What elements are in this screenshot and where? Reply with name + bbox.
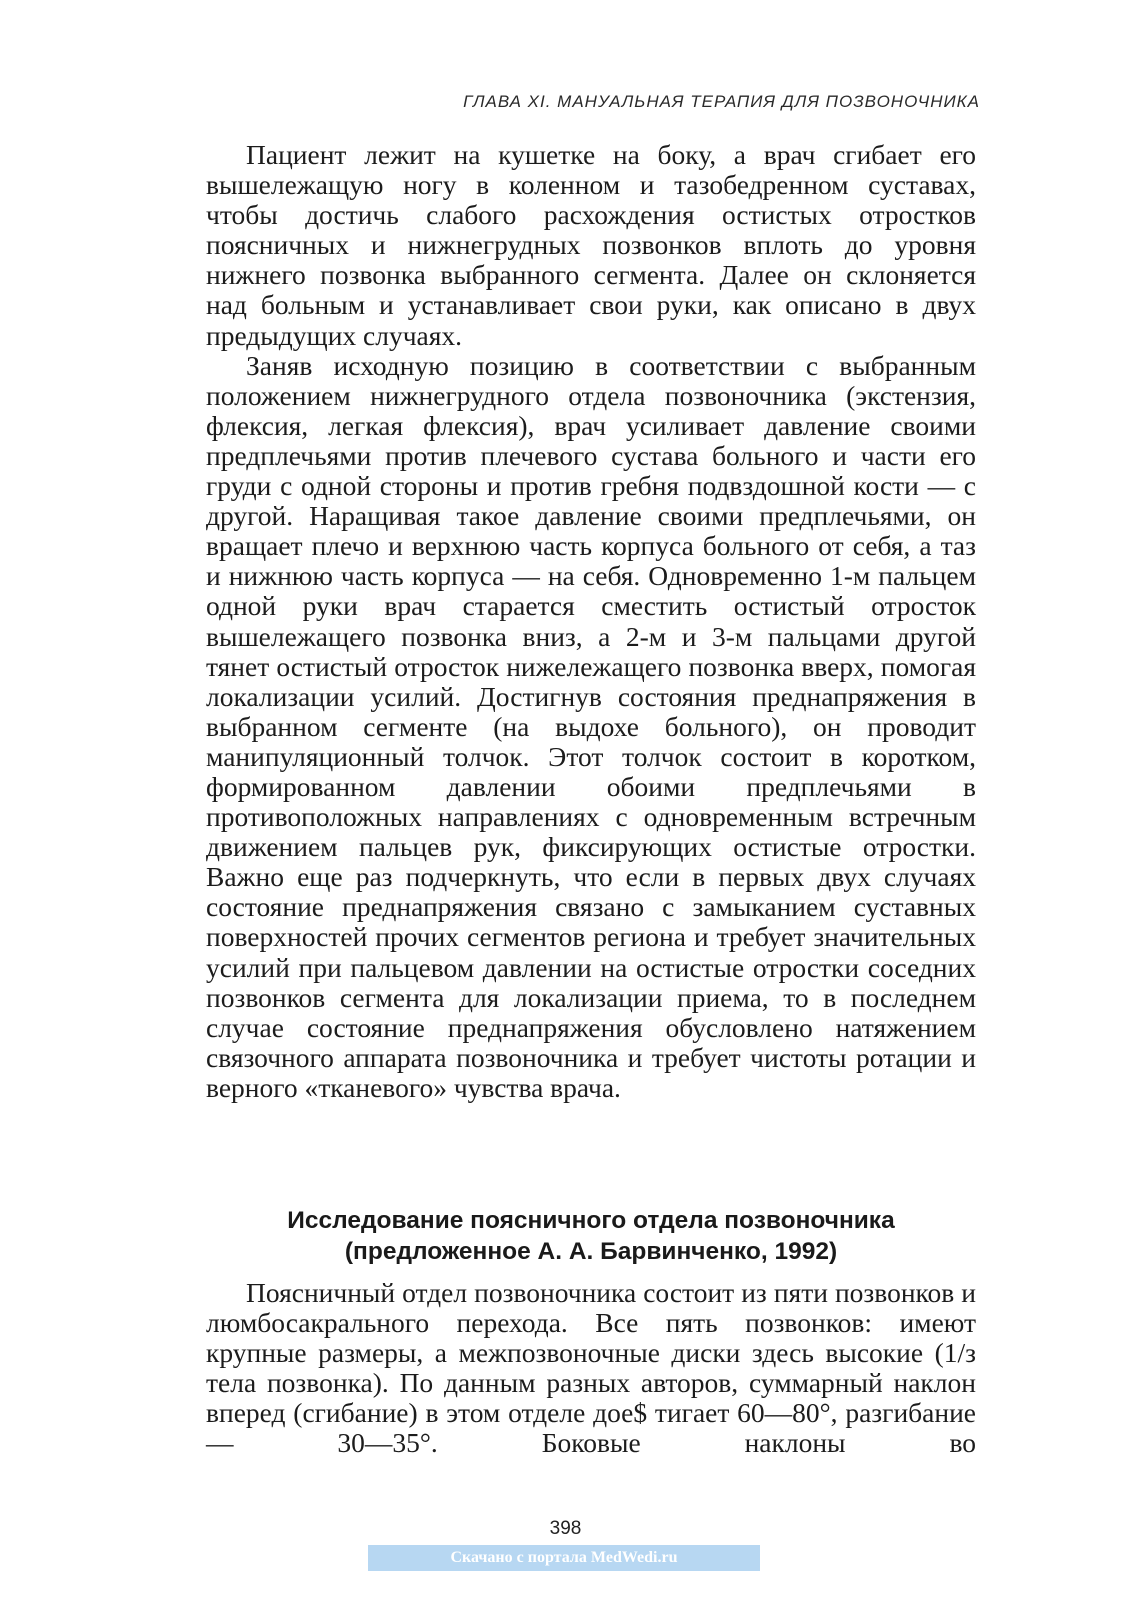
section-heading-subtitle: (предложенное А. А. Барвинченко, 1992) — [344, 1238, 838, 1265]
section-heading-line: Исследование поясничного отдела позвоночника — [287, 1207, 895, 1234]
page-number: 398 — [549, 1518, 582, 1539]
body-text — [206, 140, 976, 1103]
section-body-text — [206, 1278, 976, 1459]
download-source-link[interactable]: Скачано с портала MedWedi.ru — [368, 1545, 760, 1571]
section-heading — [206, 1205, 976, 1267]
paragraph: Поясничный отдел позвоночника состоит из пяти позвонков и люмбосакрального перехода. Все пять позвонков: имеют крупные размеры, а межпозвоночные диски здесь высокие (1/з тела позвонка). По данным разных авторов, суммарный наклон вперед (сгибание) в этом отделе дое$ тигает 60—80°, разгибание — 30—35°. Боковые наклоны во — [206, 1277, 976, 1459]
paragraph: Заняв исходную позицию в соответствии с выбранным положением нижнегрудного отдела позвоночника (экстензия, флексия, легкая флексия), врач усиливает давление своими предплечьями против плечевого сустава больного и части его груди с одной стороны и против гребня подвздошной кости — с другой. Наращивая такое давление своими предплечьями, он вращает плечо и верхнюю часть корпуса больного от себя, а таз и нижнюю часть корпуса — на себя. Одновременно 1-м пальцем одной руки врач старается сместить остистый отросток вышележащего позвонка вниз, а 2-м и 3-м пальцами другой тянет остистый отросток нижележащего позвонка вверх, помогая локализации усилий. Достигнув состояния преднапряжения в выбранном сегменте (на выдохе больного), он проводит манипуляционный толчок. Этот толчок состоит в коротком, формированном давлении обоими предплечьями в противоположных направлениях с одновременным встречным движением пальцев рук, фиксирующих остистые отростки. Важно еще раз подчеркнуть, что если в первых двух случаях состояние преднапряжения связано с замыканием суставных поверхностей прочих сегментов региона и требует значительных усилий при пальцевом давлении на остистые отростки соседних позвонков сегмента для локализации приема, то в последнем случае состояние преднапряжения обусловлено натяжением связочного аппарата позвоночника и требует чистоты ротации и верного «тканевого» чувства врача. — [206, 349, 976, 1103]
paragraph: Пациент лежит на кушетке на боку, а врач сгибает его вышележащую ногу в коленном и тазобедренном суставах, чтобы достичь слабого расхождения остистых отростков поясничных и нижнегрудных позвонков вплоть до уровня нижнего позвонка выбранного сегмента. Далее он склоняется над больным и устанавливает свои руки, как описано в двух предыдущих случаях. — [206, 139, 976, 351]
running-head: ГЛАВА XI. МАНУАЛЬНАЯ ТЕРАПИЯ ДЛЯ ПОЗВОНОЧНИКА — [463, 92, 980, 111]
